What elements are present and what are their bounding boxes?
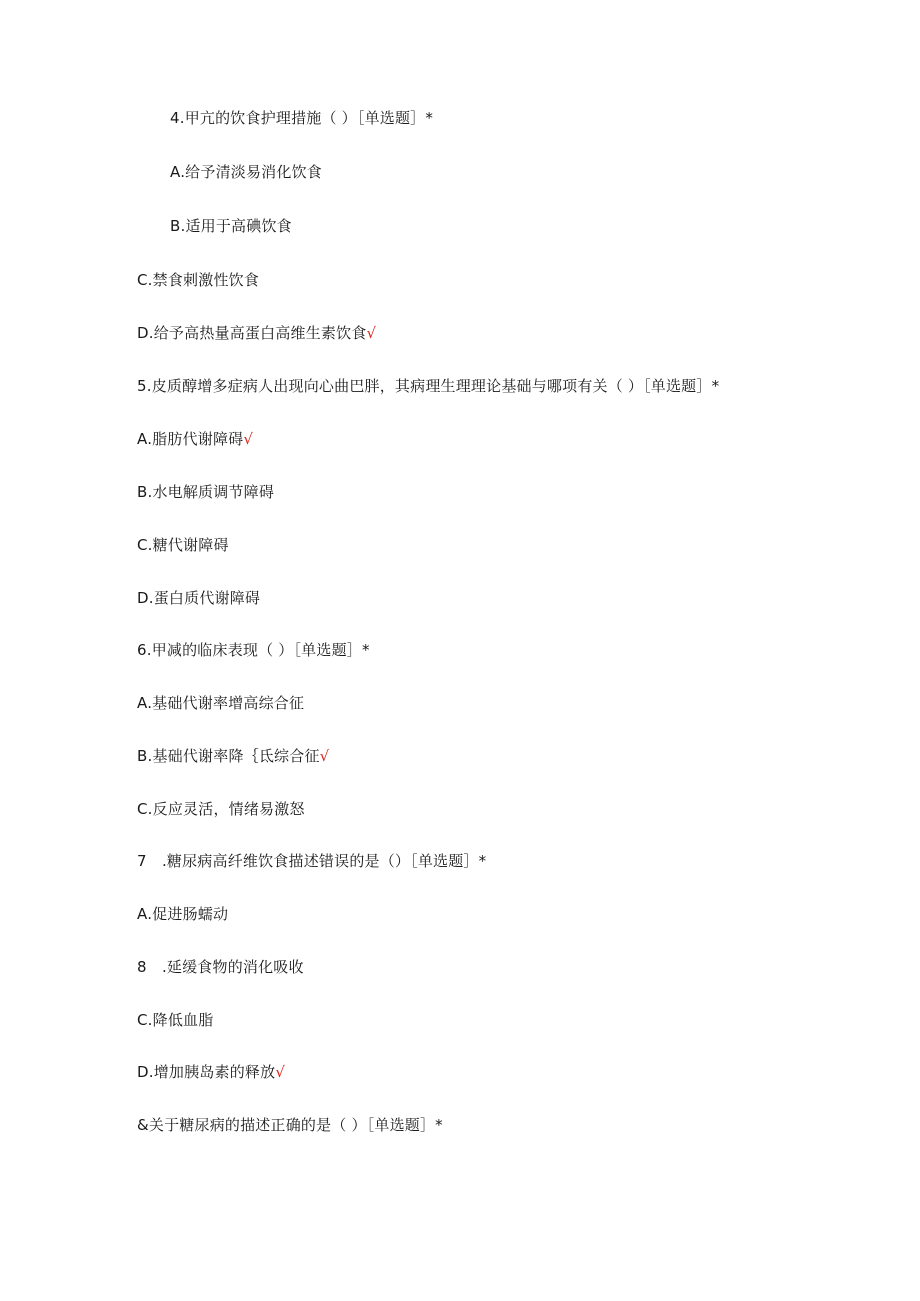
option-4b bbox=[170, 216, 292, 236]
option-7d bbox=[137, 1062, 285, 1082]
option-6b bbox=[137, 746, 329, 766]
line-text: &关于糖尿病的描述正确的是（ ）［单选题］* bbox=[137, 1116, 443, 1134]
check-mark: √ bbox=[319, 747, 330, 765]
line-text: A.基础代谢率增高综合征 bbox=[137, 694, 305, 712]
line-text: C.糖代谢障碍 bbox=[137, 536, 229, 554]
option-4d bbox=[137, 323, 376, 343]
option-5a bbox=[137, 429, 253, 449]
check-mark: √ bbox=[366, 324, 377, 342]
option-7b bbox=[137, 957, 304, 977]
check-mark: √ bbox=[243, 430, 254, 448]
option-6c bbox=[137, 799, 305, 819]
option-4c bbox=[137, 270, 259, 290]
check-mark: √ bbox=[275, 1063, 286, 1081]
line-text: B.基础代谢率降｛氐综合征 bbox=[137, 747, 320, 765]
line-text: A.促进肠蠕动 bbox=[137, 905, 229, 923]
question-6 bbox=[137, 640, 370, 660]
line-text: D.增加胰岛素的释放 bbox=[137, 1063, 276, 1081]
option-5d bbox=[137, 588, 260, 608]
option-6a bbox=[137, 693, 304, 713]
question-5 bbox=[137, 376, 719, 396]
line-text: C.禁食刺激性饮食 bbox=[137, 271, 260, 289]
option-5b bbox=[137, 482, 274, 502]
line-text: C.降低血脂 bbox=[137, 1011, 214, 1029]
question-8 bbox=[137, 1115, 443, 1135]
line-text: 4.甲亢的饮食护理措施（ ）［单选题］* bbox=[170, 109, 434, 127]
line-text: 5.皮质醇增多症病人出现向心曲巴胖，其病理生理理论基础与哪项有关（ ）［单选题］* bbox=[137, 377, 720, 395]
line-text: 8 .延缓食物的消化吸收 bbox=[137, 958, 304, 976]
option-5c bbox=[137, 535, 229, 555]
line-text: D.给予高热量高蛋白高维生素饮食 bbox=[137, 324, 367, 342]
line-text: 6.甲减的临床表现（ ）［单选题］* bbox=[137, 641, 370, 659]
option-7c bbox=[137, 1010, 213, 1030]
line-text: C.反应灵活，情绪易激怒 bbox=[137, 800, 305, 818]
line-text: 7 .糖尿病高纤维饮食描述错误的是（）［单选题］* bbox=[137, 852, 487, 870]
line-text: B.水电解质调节障碍 bbox=[137, 483, 275, 501]
line-text: D.蛋白质代谢障碍 bbox=[137, 589, 261, 607]
line-text: A.脂肪代谢障碍 bbox=[137, 430, 244, 448]
line-text: A.给予清淡易消化饮食 bbox=[170, 163, 322, 181]
question-7 bbox=[137, 851, 486, 871]
option-4a bbox=[170, 162, 322, 182]
line-text: B.适用于高碘饮食 bbox=[170, 217, 292, 235]
option-7a bbox=[137, 904, 228, 924]
question-4 bbox=[170, 108, 433, 128]
